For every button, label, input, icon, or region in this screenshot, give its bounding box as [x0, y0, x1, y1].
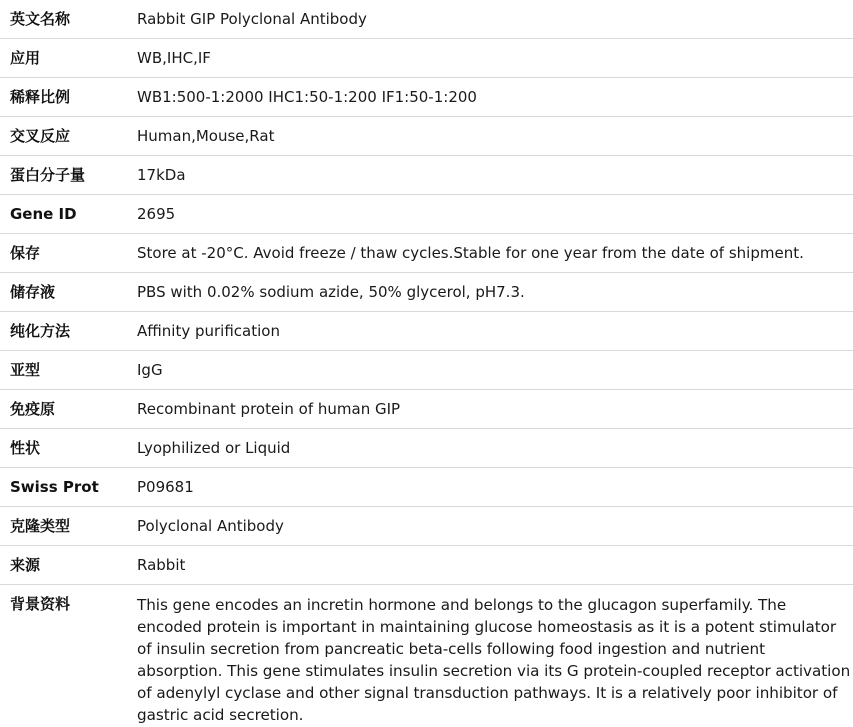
spec-row-immunogen [0, 390, 853, 429]
spec-row-storage-buffer [0, 273, 853, 312]
spec-value: Affinity purification [137, 312, 853, 351]
spec-label: 储存液 [0, 273, 137, 312]
spec-row-background [0, 585, 853, 727]
spec-value: Rabbit [137, 546, 853, 585]
spec-row-swiss-prot [0, 468, 853, 507]
spec-label: 应用 [0, 39, 137, 78]
spec-label: 亚型 [0, 351, 137, 390]
spec-label: 克隆类型 [0, 507, 137, 546]
spec-row-dilution [0, 78, 853, 117]
spec-row-gene-id [0, 195, 853, 234]
spec-row-storage [0, 234, 853, 273]
spec-label: Swiss Prot [0, 468, 137, 507]
spec-value: 17kDa [137, 156, 853, 195]
spec-value: 2695 [137, 195, 853, 234]
spec-value: WB,IHC,IF [137, 39, 853, 78]
spec-row-application [0, 39, 853, 78]
spec-label: 交叉反应 [0, 117, 137, 156]
spec-row-host [0, 546, 853, 585]
spec-value: Recombinant protein of human GIP [137, 390, 853, 429]
spec-label: 保存 [0, 234, 137, 273]
spec-row-molecular-weight [0, 156, 853, 195]
spec-label: 纯化方法 [0, 312, 137, 351]
spec-label: 英文名称 [0, 0, 137, 39]
spec-row-english-name [0, 0, 853, 39]
spec-value: Lyophilized or Liquid [137, 429, 853, 468]
spec-row-purification [0, 312, 853, 351]
background-label: 背景资料 [10, 595, 71, 613]
spec-label: 性状 [0, 429, 137, 468]
spec-row-form [0, 429, 853, 468]
spec-label: 蛋白分子量 [0, 156, 137, 195]
spec-value: PBS with 0.02% sodium azide, 50% glycerol, pH7.3. [137, 273, 853, 312]
spec-row-clonality [0, 507, 853, 546]
background-text: This gene encodes an incretin hormone and belongs to the glucagon superfamily. The encoded protein is important in maintaining glucose homeostasis as it is a potent stimulator of insulin secretion from pancreatic beta-cells following food ingestion and nutrient absorption. This gene stimulates insulin secretion via its G protein-coupled receptor activation of adenylyl cyclase and other signal transduction pathways. It is a relatively poor inhibitor of gastric acid secretion. [137, 596, 851, 724]
spec-value: P09681 [137, 468, 853, 507]
spec-value: Polyclonal Antibody [137, 507, 853, 546]
spec-label: 稀释比例 [0, 78, 137, 117]
spec-row-cross-reactivity [0, 117, 853, 156]
spec-label: 来源 [0, 546, 137, 585]
spec-label: Gene ID [0, 195, 137, 234]
spec-row-isotype [0, 351, 853, 390]
spec-value: WB1:500-1:2000 IHC1:50-1:200 IF1:50-1:200 [137, 78, 853, 117]
spec-value: IgG [137, 351, 853, 390]
spec-label: 免疫原 [0, 390, 137, 429]
spec-value: Human,Mouse,Rat [137, 117, 853, 156]
spec-value: Rabbit GIP Polyclonal Antibody [137, 0, 853, 39]
spec-value: Store at -20°C. Avoid freeze / thaw cycles.Stable for one year from the date of shipment. [137, 234, 853, 273]
